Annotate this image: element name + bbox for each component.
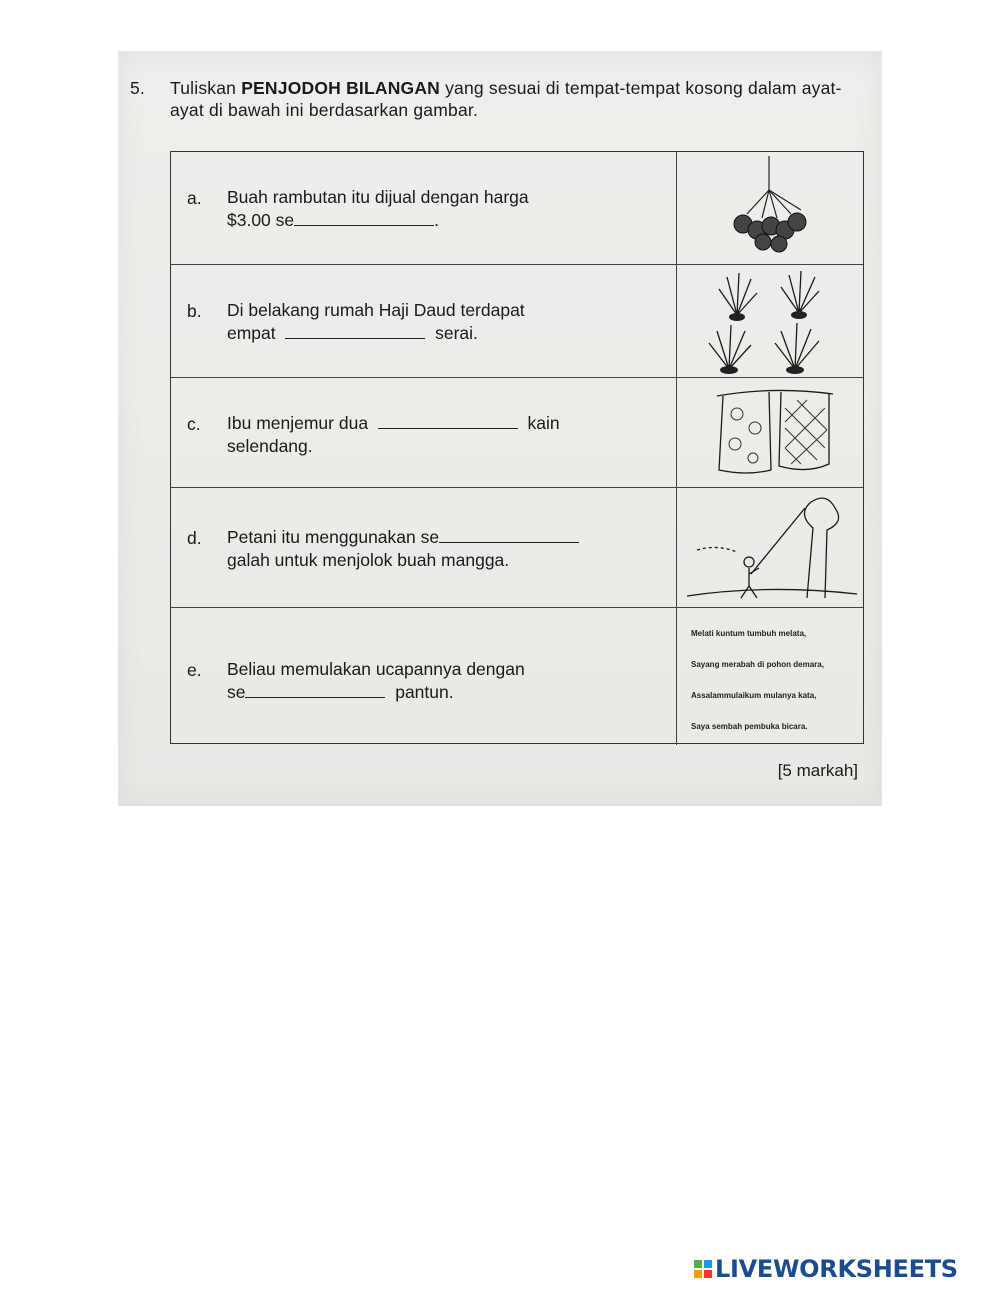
logo-icon [694, 1260, 712, 1278]
table-row-a [171, 152, 863, 265]
item-sentence: Petani itu menggunakan se galah untuk menjolok buah mangga. [227, 526, 627, 572]
question-instruction: Tuliskan PENJODOH BILANGAN yang sesuai di tempat-tempat kosong dalam ayat-ayat di bawah ini berdasarkan gambar. [170, 78, 842, 120]
table-row-d [171, 488, 863, 608]
item-label: e. [187, 660, 202, 680]
item-sentence: Ibu menjemur dua kain selendang. [227, 413, 560, 456]
farmer-pole-icon [677, 488, 863, 607]
item-sentence: Beliau memulakan ucapannya dengan se pantun. [227, 659, 525, 702]
answer-blank-b[interactable] [285, 322, 425, 339]
rambutan-bunch-icon [677, 152, 863, 264]
pantun-verse: Melati kuntum tumbuh melata, Sayang merabah di pohon demara, Assalammulaikum mulanya kata, Saya sembah pembuka bicara. [691, 629, 824, 731]
item-label: c. [187, 414, 201, 434]
question-number: 5. [130, 78, 145, 98]
logo-text: LIVEWORKSHEETS [715, 1255, 958, 1283]
question-table [170, 151, 864, 744]
liveworksheets-logo [694, 1256, 958, 1282]
pantun-box [677, 608, 863, 745]
answer-blank-c[interactable] [378, 412, 518, 429]
table-row-c [171, 378, 863, 488]
item-sentence: Di belakang rumah Haji Daud terdapat empat serai. [227, 300, 525, 343]
lemongrass-icon [677, 265, 863, 377]
table-row-e [171, 608, 863, 745]
item-sentence: Buah rambutan itu dijual dengan harga $3.00 se . [227, 187, 529, 230]
item-label: b. [187, 301, 202, 321]
item-label: d. [187, 528, 202, 548]
marks-label: [5 markah] [777, 761, 858, 780]
worksheet-photo [118, 51, 882, 806]
item-label: a. [187, 188, 202, 208]
table-row-b [171, 265, 863, 378]
answer-blank-d[interactable] [439, 526, 579, 543]
answer-blank-a[interactable] [294, 209, 434, 226]
hanging-cloth-icon [677, 378, 863, 487]
answer-blank-e[interactable] [245, 681, 385, 698]
